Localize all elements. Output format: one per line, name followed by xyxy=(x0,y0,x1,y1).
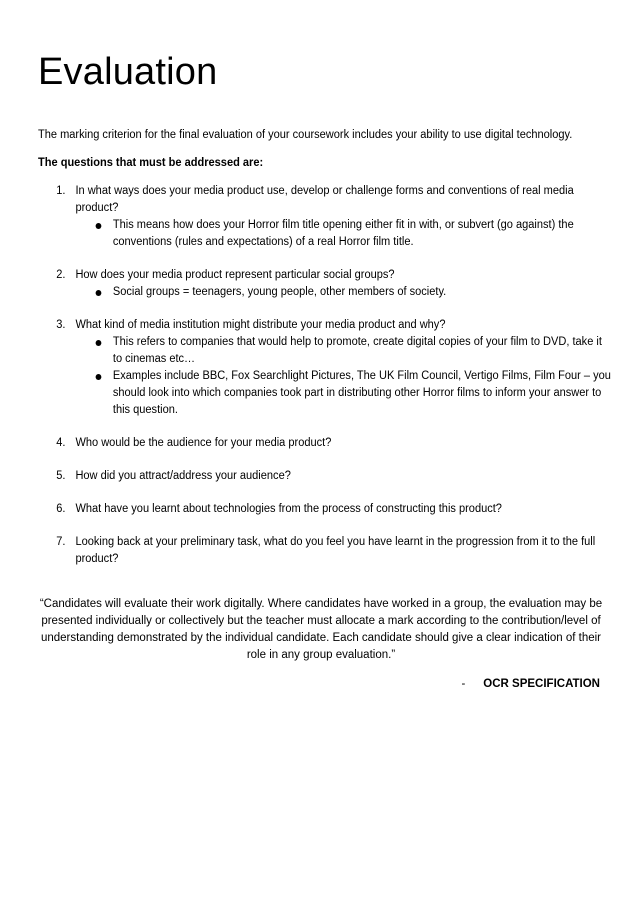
question-number: 7. xyxy=(56,536,66,548)
question-item xyxy=(38,468,613,485)
question-item xyxy=(38,501,613,518)
bullet-dot-icon xyxy=(96,340,102,346)
bullet-dot-icon xyxy=(96,223,102,229)
question-number: 5. xyxy=(56,470,66,482)
specification-quote: “Candidates will evaluate their work digitally. Where candidates have worked in a group, the evaluation may be presented individually or collectively but the teacher must allocate a mark according to the contribution/level of understanding demonstrated by the individual candidate. Each candidate should give a clear indication of their role in any group evaluation.” xyxy=(39,598,603,661)
attribution-source: OCR SPECIFICATION xyxy=(483,678,600,690)
question-bullets xyxy=(75,217,613,251)
question-item xyxy=(38,534,613,568)
question-item xyxy=(38,317,613,419)
question-text: What have you learnt about technologies from the process of constructing this product? xyxy=(75,503,502,515)
bullet-item xyxy=(113,334,613,368)
question-number: 3. xyxy=(56,319,66,331)
question-text: In what ways does your media product use, develop or challenge forms and conventions of real media product? xyxy=(75,185,574,214)
question-bullets xyxy=(75,284,613,301)
bullet-item xyxy=(113,217,613,251)
question-item xyxy=(38,267,613,301)
question-number: 2. xyxy=(56,269,66,281)
bullet-text: Social groups = teenagers, young people, other members of society. xyxy=(112,286,447,298)
intro-paragraph: The marking criterion for the final evaluation of your coursework includes your ability to use digital technology. xyxy=(38,129,573,141)
question-text: How does your media product represent particular social groups? xyxy=(75,269,395,281)
quote-attribution xyxy=(461,676,600,692)
bullet-text: Examples include BBC, Fox Searchlight Pictures, The UK Film Council, Vertigo Films, Film Four – you should look into which companies took part in distributing other Horror films to inform your answer to this question. xyxy=(112,370,611,416)
question-text: Who would be the audience for your media product? xyxy=(75,437,332,449)
attribution-dash: - xyxy=(461,678,466,690)
question-text: What kind of media institution might distribute your media product and why? xyxy=(75,319,446,331)
question-number: 1. xyxy=(56,185,66,197)
questions-list xyxy=(38,183,618,584)
question-item xyxy=(38,183,613,251)
bullet-item xyxy=(113,284,613,301)
question-item xyxy=(38,435,613,452)
question-text: How did you attract/address your audience? xyxy=(75,470,291,482)
page-title: Evaluation xyxy=(38,51,218,93)
question-number: 6. xyxy=(56,503,66,515)
question-bullets xyxy=(75,334,613,419)
bullet-item xyxy=(113,368,613,419)
questions-heading: The questions that must be addressed are: xyxy=(38,157,264,169)
bullet-text: This refers to companies that would help to promote, create digital copies of your film to DVD, take it to cinemas etc… xyxy=(112,336,602,365)
question-number: 4. xyxy=(56,437,66,449)
bullet-dot-icon xyxy=(96,374,102,380)
bullet-dot-icon xyxy=(96,290,102,296)
question-text: Looking back at your preliminary task, what do you feel you have learnt in the progression from it to the full product? xyxy=(75,536,596,565)
bullet-text: This means how does your Horror film title opening either fit in with, or subvert (go against) the conventions (rules and expectations) of a real Horror film title. xyxy=(112,219,574,248)
